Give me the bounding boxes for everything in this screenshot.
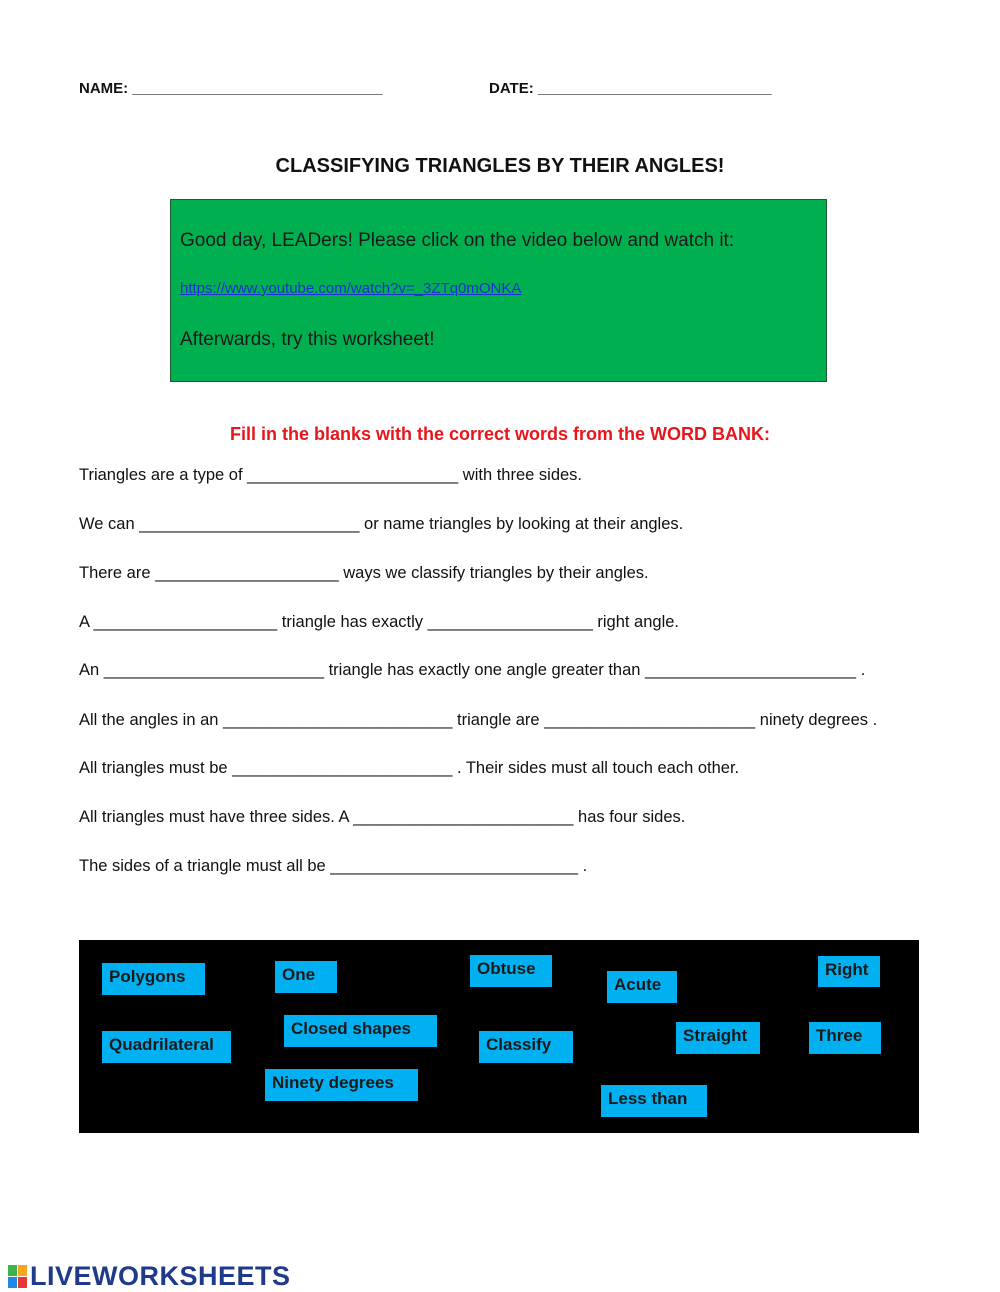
word-chip-quadrilateral[interactable]: Quadrilateral [102, 1031, 231, 1063]
name-field-label: NAME: ______________________________ [79, 80, 383, 97]
logo-mark-icon [8, 1265, 27, 1288]
word-chip-acute[interactable]: Acute [607, 971, 677, 1003]
word-chip-ninety-degrees[interactable]: Ninety degrees [265, 1069, 418, 1101]
sentence-6: All the angles in an _________________________ triangle are _______________________ ninety degrees . [79, 711, 878, 729]
intro-box [170, 199, 827, 382]
sentence-7: All triangles must be ________________________ . Their sides must all touch each other. [79, 759, 740, 777]
intro-closing: Afterwards, try this worksheet! [180, 329, 435, 350]
worksheet-title: CLASSIFYING TRIANGLES BY THEIR ANGLES! [275, 155, 725, 177]
word-chip-obtuse[interactable]: Obtuse [470, 955, 552, 987]
word-chip-one[interactable]: One [275, 961, 337, 993]
intro-greeting: Good day, LEADers! Please click on the video below and watch it: [180, 230, 735, 251]
instructions-heading: Fill in the blanks with the correct words from the WORD BANK: [229, 424, 771, 444]
date-field-label: DATE: ____________________________ [489, 80, 772, 97]
sentence-5: An ________________________ triangle has exactly one angle greater than _______________________ . [79, 661, 866, 679]
word-chip-closed-shapes[interactable]: Closed shapes [284, 1015, 437, 1047]
liveworksheets-logo [8, 1261, 291, 1292]
sentence-4: A ____________________ triangle has exactly __________________ right angle. [79, 613, 680, 631]
logo-text: LIVEWORKSHEETS [30, 1261, 291, 1291]
word-chip-polygons[interactable]: Polygons [102, 963, 205, 995]
word-chip-straight[interactable]: Straight [676, 1022, 760, 1054]
sentence-3: There are ____________________ ways we classify triangles by their angles. [79, 564, 649, 582]
word-chip-classify[interactable]: Classify [479, 1031, 573, 1063]
sentence-1: Triangles are a type of _______________________ with three sides. [79, 466, 583, 484]
word-bank [79, 940, 919, 1133]
word-chip-right[interactable]: Right [818, 956, 880, 987]
sentence-2: We can ________________________ or name triangles by looking at their angles. [79, 515, 684, 533]
video-link[interactable]: https://www.youtube.com/watch?v=_3ZTq0mONKA [180, 280, 522, 297]
sentence-8: All triangles must have three sides. A ________________________ has four sides. [79, 808, 686, 826]
word-chip-less-than[interactable]: Less than [601, 1085, 707, 1117]
word-chip-three[interactable]: Three [809, 1022, 881, 1054]
sentence-9: The sides of a triangle must all be ___________________________ . [79, 857, 588, 875]
